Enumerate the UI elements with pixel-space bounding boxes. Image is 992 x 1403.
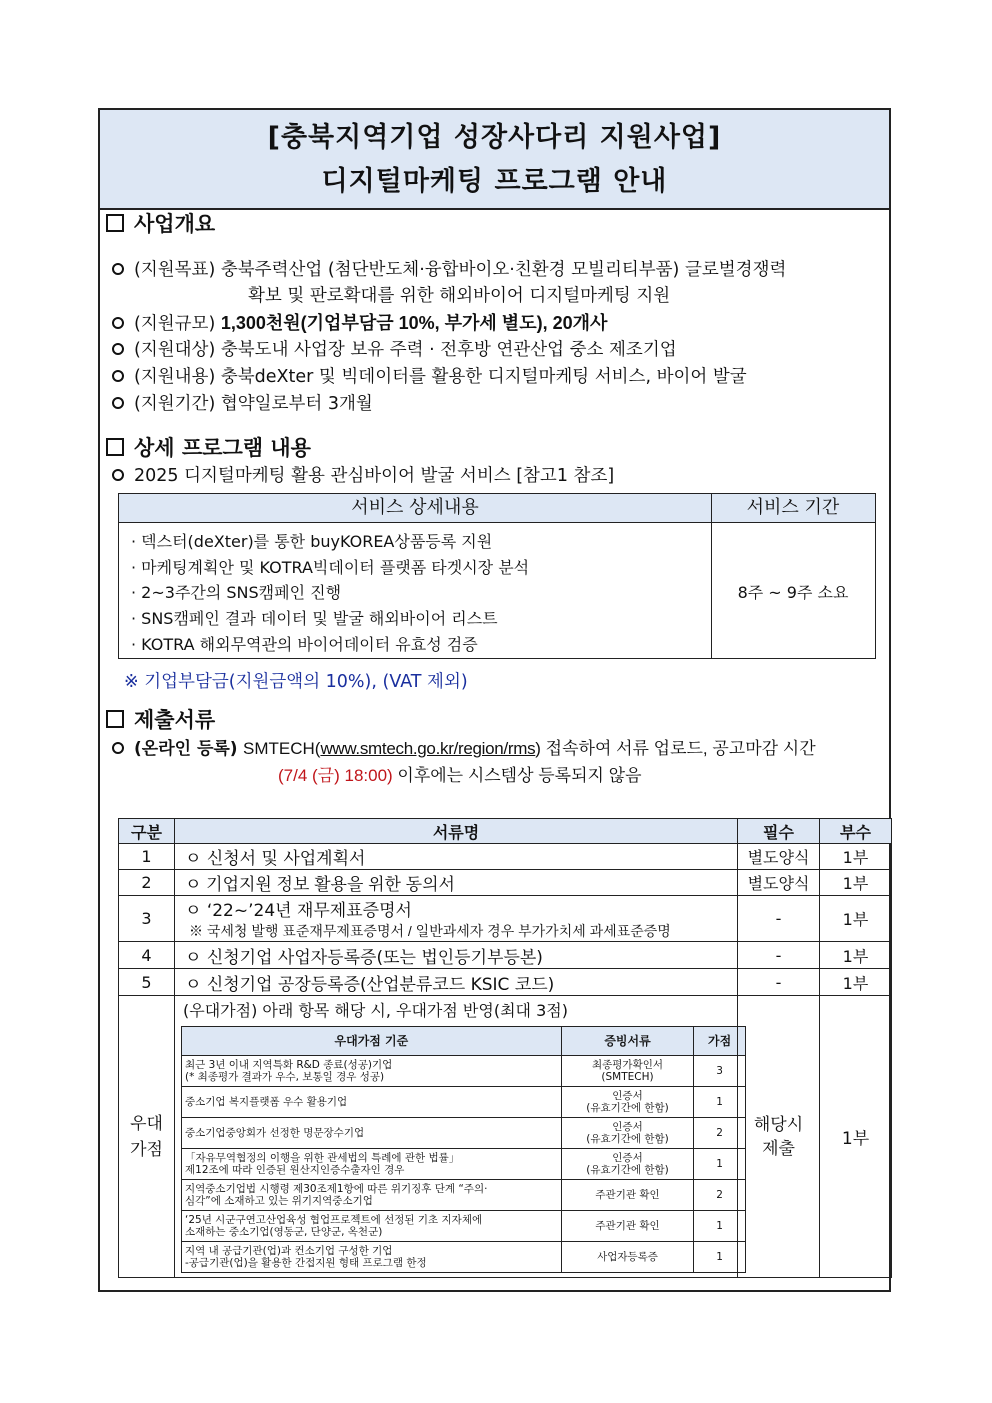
service-item: · 덱스터(deXter)를 통한 buyKOREA상품등록 지원	[131, 532, 493, 551]
doc-header-category: 구분	[119, 819, 175, 844]
doc-name: ㅇ ‘22~’24년 재무제표증명서	[185, 901, 412, 921]
bonus-intro: (우대가점) 아래 항목 해당 시, 우대가점 반영(최대 3점)	[183, 1001, 568, 1020]
bonus-row: 중소기업 복지플랫폼 우수 활용기업 인증서 (유효기간에 한함) 1	[182, 1087, 746, 1118]
doc-header-copies: 부수	[820, 819, 892, 844]
square-bullet-icon	[106, 710, 124, 728]
circle-bullet-icon	[112, 343, 124, 355]
service-item: · KOTRA 해외무역관의 바이어데이터 유효성 검증	[131, 635, 478, 654]
bonus-row: 중소기업중앙회가 선정한 명문장수기업 인증서 (유효기간에 한함) 2	[182, 1118, 746, 1149]
service-item: · SNS캠페인 결과 데이터 및 발굴 해외바이어 리스트	[131, 609, 498, 628]
circle-bullet-icon	[112, 469, 124, 481]
overview-item-goal: (지원목표) 충북주력산업 (첨단반도체·융합바이오·친환경 모빌리티부품) 글로벌경쟁력	[112, 256, 786, 281]
bonus-row: 최근 3년 이내 지역특화 R&D 종료(성공)기업 (* 최종평가 결과가 우수, 보통일 경우 성공) 최종평가확인서 (SMTECH) 3	[182, 1056, 746, 1087]
table-row: 2 ㅇ 기업지원 정보 활용을 위한 동의서 별도양식 1부	[119, 870, 892, 896]
service-col-detail: 서비스 상세내용	[351, 497, 479, 518]
smtech-link[interactable]: www.smtech.go.kr/region/rms	[320, 739, 536, 758]
square-bullet-icon	[106, 438, 124, 456]
overview-item-period: (지원기간) 협약일로부터 3개월	[112, 390, 373, 415]
table-row-bonus: 우대 가점 (우대가점) 아래 항목 해당 시, 우대가점 반영(최대 3점) 우대가점 기준 증빙서류 가점 최근 3년 이내 지역특화 R&D 종료(성공)기업 (* 최종평가 결과가 우수, 보통일 경우 성공) 최종평가확인서 (SMTECH) 3 중소기업 복지플랫폼 우수 활용기업 인증서 (유효기간에 한함) 1 중소기업중앙회가 선정한 명문장수기업 인증서 (유효기간에 한함) 2 「자유무역협정의 이행을 위한 관세법의 특례에 관한 법률」 제12조에 따라 인증된 원산지인증수출자인 경우 인증서 (유효기간에 한함) 1 지역중소기업법 시행령 제30조제1항에 따른 위기징후 단계 “주의· 심각”에 소재하고 있는 위기지역중소기업 주관기관 확인 2 ‘25년 시군구연고산업육성 협업프로젝트에 선정된 기초 지자체에 소재하는 중소기업(영동군, 단양군, 옥천군) 주관기관 확인 1 지역 내 공급기관(업)과 컨소기업 구성한 기업 -공급기관(업)을 활용한 간접지원 형태 프로그램 한정 사업자등록증 1 해당시 제출 1부	[119, 996, 892, 1278]
circle-bullet-icon	[112, 397, 124, 409]
overview-item-content: (지원내용) 충북deXter 및 빅데이터를 활용한 디지털마케팅 서비스, 바이어 발굴	[112, 363, 747, 388]
table-row: 4 ㅇ 신청기업 사업자등록증(또는 법인등기부등본) - 1부	[119, 942, 892, 969]
doc-note: ※ 국세청 발행 표준재무제표증명서 / 일반과세자 경우 부가가치세 과세표준증명	[189, 923, 671, 939]
doc-header-required: 필수	[738, 819, 820, 844]
program-intro: 2025 디지털마케팅 활용 관심바이어 발굴 서비스 [참고1 참조]	[112, 462, 614, 487]
bonus-points-table	[181, 1026, 746, 1273]
overview-item-scale: (지원규모) 1,300천원(기업부담금 10%, 부가세 별도), 20개사	[112, 309, 607, 335]
circle-bullet-icon	[112, 317, 124, 329]
doc-header-name: 서류명	[175, 819, 738, 844]
service-period: 8주 ~ 9주 소요	[737, 583, 849, 602]
bonus-row: 「자유무역협정의 이행을 위한 관세법의 특례에 관한 법률」 제12조에 따라 인증된 원산지인증수출자인 경우 인증서 (유효기간에 한함) 1	[182, 1149, 746, 1180]
documents-table	[118, 818, 892, 1278]
deadline-line: (7/4 (금) 18:00) 이후에는 시스템상 등록되지 않음	[278, 766, 642, 785]
bonus-header-points: 가점	[694, 1027, 746, 1056]
title-line-2: 디지털마케팅 프로그램 안내	[321, 166, 668, 197]
section-heading-documents: 제출서류	[106, 704, 215, 734]
section-heading-program: 상세 프로그램 내용	[106, 432, 311, 462]
section-heading-overview: 사업개요	[106, 208, 215, 238]
service-col-period: 서비스 기간	[746, 497, 840, 518]
title-box	[100, 110, 889, 210]
circle-bullet-icon	[112, 742, 124, 754]
overview-item-target: (지원대상) 충북도내 사업장 보유 주력 · 전후방 연관산업 중소 제조기업	[112, 336, 677, 361]
square-bullet-icon	[106, 214, 124, 232]
bonus-row: 지역 내 공급기관(업)과 컨소기업 구성한 기업 -공급기관(업)을 활용한 간접지원 형태 프로그램 한정 사업자등록증 1	[182, 1242, 746, 1273]
table-row: 3 ㅇ ‘22~’24년 재무제표증명서 ※ 국세청 발행 표준재무제표증명서 / 일반과세자 경우 부가가치세 과세표준증명 - 1부	[119, 896, 892, 942]
service-table-divider	[711, 494, 712, 658]
table-row: 1 ㅇ 신청서 및 사업계획서 별도양식 1부	[119, 844, 892, 870]
bonus-header-criteria: 우대가점 기준	[182, 1027, 562, 1056]
circle-bullet-icon	[112, 263, 124, 275]
service-item: · 마케팅계획안 및 KOTRA빅데이터 플랫폼 타겟시장 분석	[131, 558, 530, 577]
bonus-header-proof: 증빙서류	[561, 1027, 693, 1056]
deadline-time: (7/4 (금) 18:00)	[278, 766, 393, 785]
service-table-header	[119, 494, 875, 523]
bonus-row: ‘25년 시군구연고산업육성 협업프로젝트에 선정된 기초 지자체에 소재하는 중소기업(영동군, 단양군, 옥천군) 주관기관 확인 1	[182, 1211, 746, 1242]
table-row: 5 ㅇ 신청기업 공장등록증(산업분류코드 KSIC 코드) - 1부	[119, 969, 892, 996]
bonus-row: 지역중소기업법 시행령 제30조제1항에 따른 위기징후 단계 “주의· 심각”에 소재하고 있는 위기지역중소기업 주관기관 확인 2	[182, 1180, 746, 1211]
circle-bullet-icon	[112, 370, 124, 382]
service-table	[118, 493, 876, 659]
online-registration: (온라인 등록) SMTECH(www.smtech.go.kr/region/rms) 접속하여 서류 업로드, 공고마감 시간	[112, 734, 816, 759]
cost-note: ※ 기업부담금(지원금액의 10%), (VAT 제외)	[124, 672, 468, 692]
title-line-1: [충북지역기업 성장사다리 지원사업]	[267, 122, 722, 153]
document-frame	[98, 108, 891, 1292]
overview-item-goal-cont: 확보 및 판로확대를 위한 해외바이어 디지털마케팅 지원	[248, 286, 671, 306]
service-item: · 2~3주간의 SNS캠페인 진행	[131, 583, 342, 602]
